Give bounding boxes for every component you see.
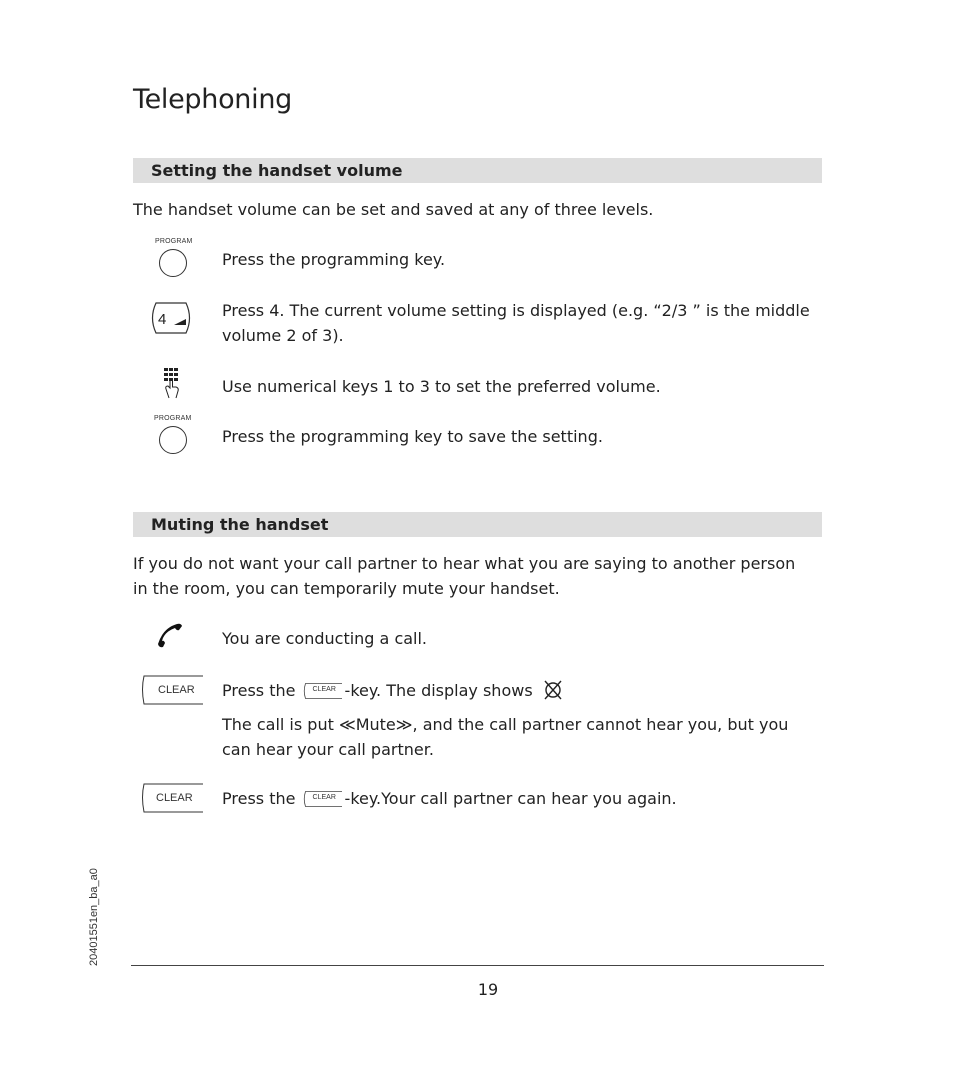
step-text: Press 4. The current volume setting is displayed (e.g. “2/3 ” is the middle volume 2 of 3).: [222, 301, 810, 345]
key-4-label: 4: [158, 311, 167, 328]
footer-rule: [131, 965, 824, 966]
program-key-icon: [159, 249, 187, 277]
program-key-icon: [159, 426, 187, 454]
section-heading-label: Muting the handset: [151, 515, 329, 534]
text-before: Press the: [222, 789, 296, 808]
step-text: Press the programming key.: [222, 250, 446, 269]
step-text: Press the programming key to save the setting.: [222, 427, 603, 446]
section-heading-mute: [133, 512, 822, 537]
clear-key-label: CLEAR: [158, 684, 195, 696]
step-text: Use numerical keys 1 to 3 to set the preferred volume.: [222, 377, 661, 396]
mute-display-icon: [542, 680, 564, 700]
program-key-label: PROGRAM: [154, 415, 192, 422]
inline-clear-key-label: CLEAR: [312, 794, 336, 801]
inline-clear-key-label: CLEAR: [312, 686, 336, 693]
step-text: [222, 786, 817, 811]
volume-intro: The handset volume can be set and saved at any of three levels.: [133, 200, 654, 219]
text-before: Press the: [222, 681, 296, 700]
section-heading-label: Setting the handset volume: [151, 161, 403, 180]
mute-note: [222, 712, 822, 762]
document-code: 20401551en_ba_a0: [88, 868, 100, 966]
handset-icon: [155, 622, 189, 650]
page-title: Telephoning: [133, 84, 292, 115]
note-before: The call is put: [222, 715, 339, 734]
mute-intro: If you do not want your call partner to hear what you are saying to another person in the room, you can temporarily mute your handset.: [133, 554, 796, 598]
note-after: , and the call partner cannot hear you, but you can hear your call partner.: [222, 715, 789, 759]
clear-key-label: CLEAR: [156, 792, 193, 804]
section-heading-volume: [133, 158, 822, 183]
keypad-icon: [160, 367, 184, 401]
mute-word: ≪Mute≫: [338, 715, 413, 734]
page-number: 19: [477, 980, 499, 999]
program-key-label: PROGRAM: [155, 238, 193, 245]
step-text: [222, 678, 817, 703]
key-4-icon: [148, 302, 194, 334]
inline-clear-key: [303, 683, 343, 699]
text-after: -key.Your call partner can hear you again.: [344, 789, 677, 808]
step-text: You are conducting a call.: [222, 629, 428, 648]
inline-clear-key: [303, 791, 343, 807]
text-after: -key. The display shows: [344, 681, 533, 700]
